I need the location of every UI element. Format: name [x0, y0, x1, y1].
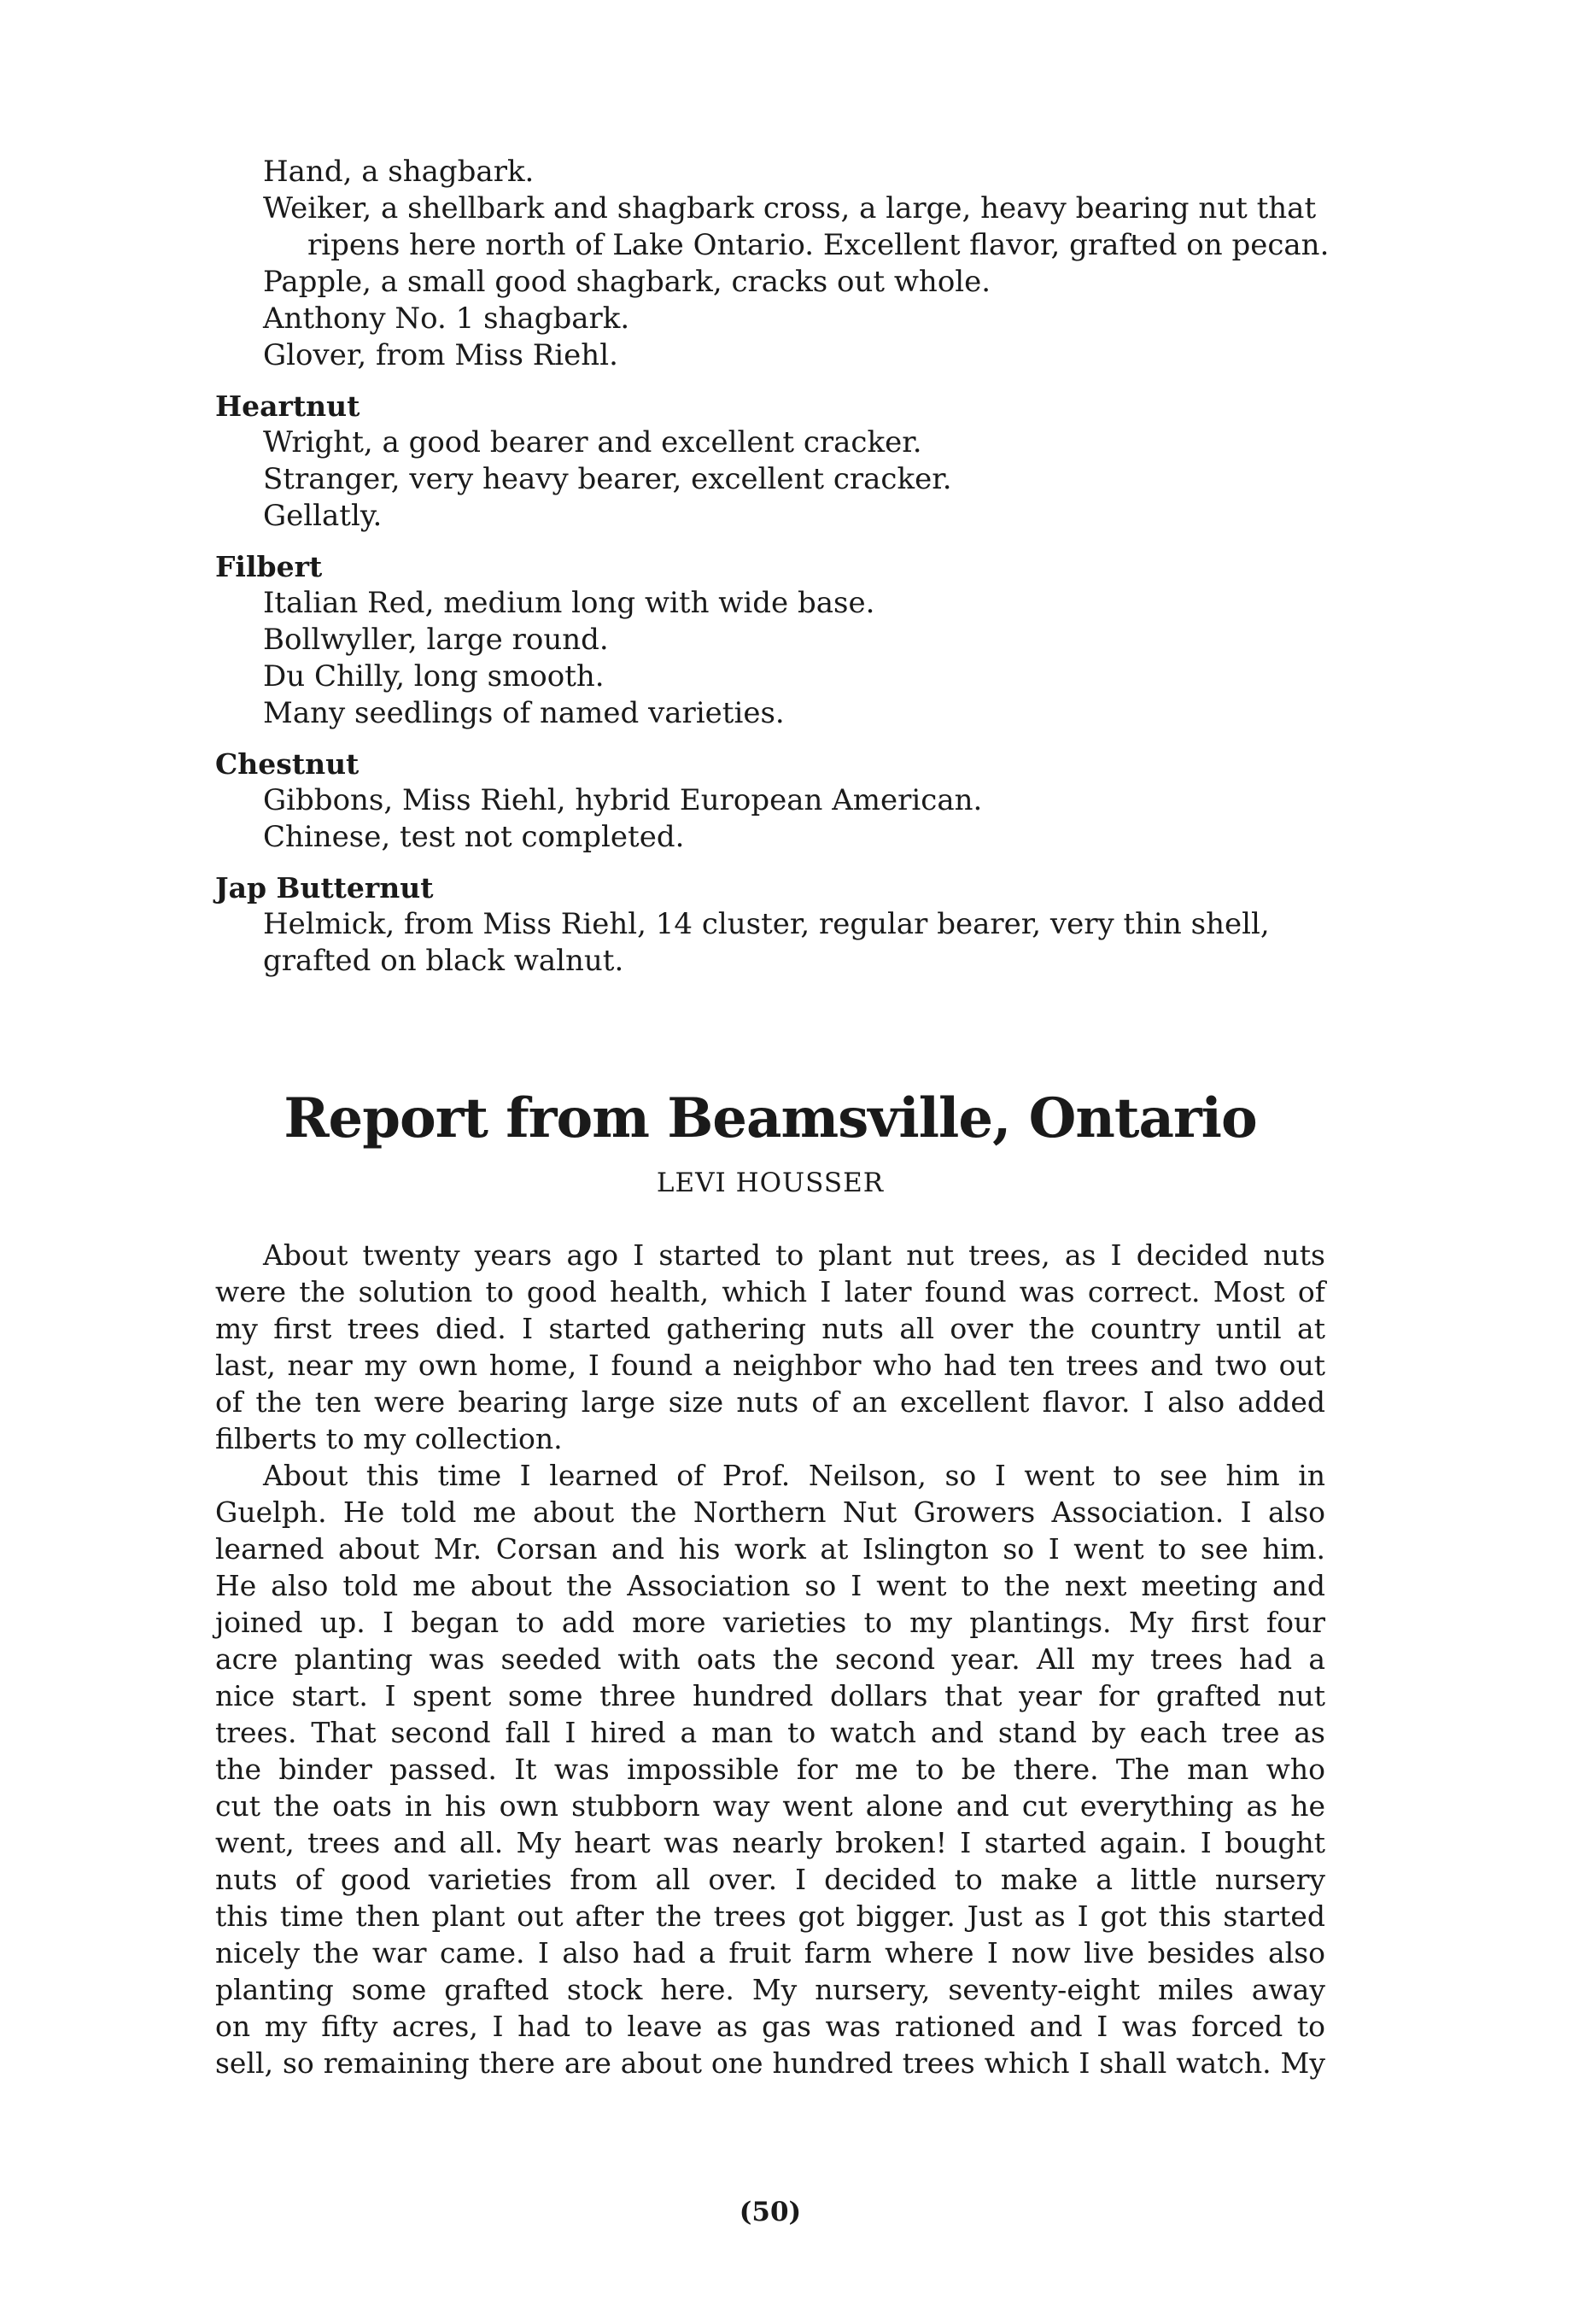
text-line: Guelph. He told me about the Northern Nut Growers Association. I also: [215, 1495, 1325, 1529]
list-item: Wright, a good bearer and excellent cracker.: [263, 425, 922, 459]
section-heading: Chestnut: [215, 747, 360, 781]
section-jap-butternut: [215, 869, 1325, 980]
text-line: planting some grafted stock here. My nursery, seventy-eight miles away: [215, 1973, 1325, 2006]
article-title: Report from Beamsville, Ontario: [284, 1086, 1257, 1150]
text-line: this time then plant out after the trees got bigger. Just as I got this started: [215, 1899, 1325, 1933]
list-item: Bollwyller, large round.: [263, 623, 609, 657]
text-line: acre planting was seeded with oats the second year. All my trees had a: [215, 1642, 1325, 1676]
paragraph: [215, 1237, 1325, 1457]
section-heading: Heartnut: [215, 389, 360, 423]
text-line: joined up. I began to add more varieties to my plantings. My first four: [215, 1606, 1325, 1639]
list-item: Chinese, test not completed.: [263, 820, 685, 854]
page-number: (50): [739, 2197, 802, 2227]
text-line: learned about Mr. Corsan and his work at Islington so I went to see him.: [215, 1532, 1325, 1566]
text-line: went, trees and all. My heart was nearly broken! I started again. I bought: [215, 1826, 1325, 1859]
text-line: nice start. I spent some three hundred dollars that year for grafted nut: [215, 1679, 1325, 1712]
article-body: [215, 1237, 1325, 2081]
text-line: on my fifty acres, I had to leave as gas was rationed and I was forced to: [215, 2010, 1325, 2043]
text-line: filberts to my collection.: [215, 1422, 563, 1455]
list-item: Many seedlings of named varieties.: [263, 696, 785, 730]
list-item: Papple, a small good shagbark, cracks out whole.: [263, 265, 991, 299]
list-item: Italian Red, medium long with wide base.: [263, 586, 875, 620]
text-line: About twenty years ago I started to plant nut trees, as I decided nuts: [263, 1238, 1325, 1272]
list-item: grafted on black walnut.: [263, 944, 624, 978]
text-line: About this time I learned of Prof. Neilson, so I went to see him in: [263, 1459, 1325, 1492]
list-item: Anthony No. 1 shagbark.: [263, 301, 630, 336]
list-item: Du Chilly, long smooth.: [263, 659, 605, 694]
section-heading: Jap Butternut: [215, 871, 434, 904]
text-line: the binder passed. It was impossible for me to be there. The man who: [215, 1753, 1325, 1786]
section-heartnut: [215, 388, 1325, 535]
list-item: Glover, from Miss Riehl.: [263, 338, 618, 372]
text-line: He also told me about the Association so I went to the next meeting and: [215, 1569, 1325, 1602]
text-line: nuts of good varieties from all over. I decided to make a little nursery: [215, 1863, 1325, 1896]
list-item: Hand, a shagbark.: [263, 155, 535, 189]
list-item: Gibbons, Miss Riehl, hybrid European American.: [263, 783, 983, 817]
text-line: my first trees died. I started gathering nuts all over the country until at: [215, 1312, 1325, 1345]
paragraph: [215, 1457, 1325, 2081]
list-item: Stranger, very heavy bearer, excellent cracker.: [263, 462, 952, 496]
section-chestnut: [215, 746, 1325, 856]
text-line: cut the oats in his own stubborn way went alone and cut everything as he: [215, 1789, 1325, 1823]
page: [215, 154, 1330, 2227]
text-line: were the solution to good health, which I later found was correct. Most of: [215, 1275, 1325, 1308]
text-line: last, near my own home, I found a neighbor who had ten trees and two out: [215, 1349, 1325, 1382]
list-item-continuation: ripens here north of Lake Ontario. Excellent flavor, grafted on pecan.: [307, 228, 1330, 262]
text-line: sell, so remaining there are about one hundred trees which I shall watch. My: [215, 2046, 1325, 2080]
text-line: nicely the war came. I also had a fruit farm where I now live besides also: [215, 1936, 1325, 1970]
section-filbert: [215, 548, 1325, 732]
hickory-list: [215, 154, 1330, 374]
section-heading: Filbert: [215, 550, 323, 583]
text-line: trees. That second fall I hired a man to watch and stand by each tree as: [215, 1716, 1325, 1749]
list-item: Gellatly.: [263, 499, 383, 533]
list-item: Helmick, from Miss Riehl, 14 cluster, regular bearer, very thin shell,: [263, 907, 1270, 941]
text-line: of the ten were bearing large size nuts of an excellent flavor. I also added: [215, 1385, 1325, 1419]
article-author: LEVI HOUSSER: [656, 1168, 885, 1198]
list-item: Weiker, a shellbark and shagbark cross, a large, heavy bearing nut that: [263, 191, 1317, 225]
